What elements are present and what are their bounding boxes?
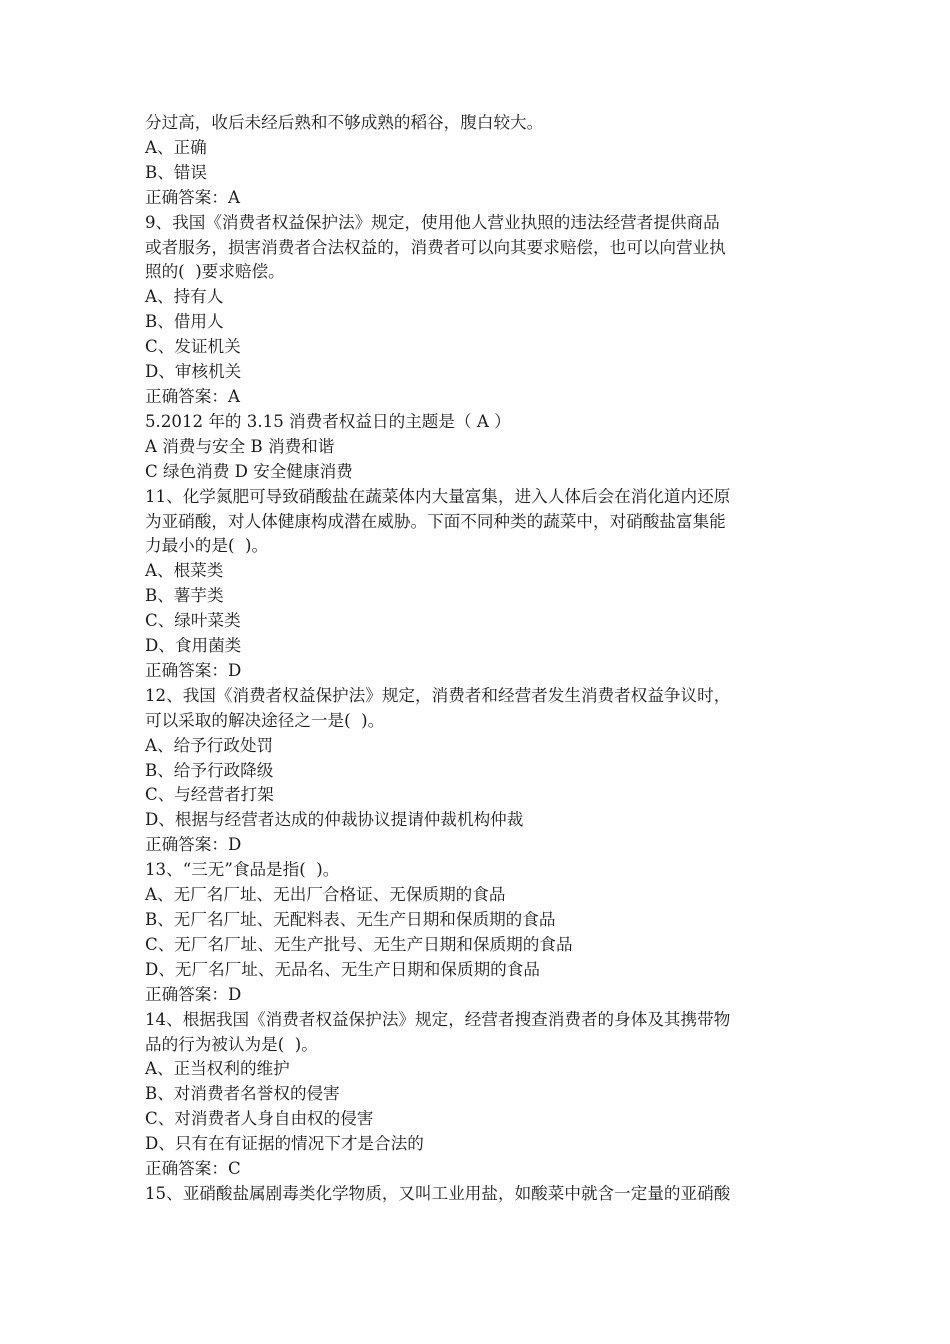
question-line: 或者服务，损害消费者合法权益的，消费者可以向其要求赔偿，也可以向营业执 xyxy=(145,237,726,257)
option-line: A 消费与安全 B 消费和谐 xyxy=(145,436,335,456)
option-line: D、根据与经营者达成的仲裁协议提请仲裁机构仲裁 xyxy=(145,810,524,830)
answer-line: 正确答案：D xyxy=(145,660,242,680)
option-line: C、发证机关 xyxy=(145,337,241,357)
option-line: D、食用菌类 xyxy=(145,636,242,656)
question-line: 5.2012 年的 3.15 消费者权益日的主题是（ A ） xyxy=(145,411,511,431)
option-line: A、正当权利的维护 xyxy=(145,1059,290,1079)
question-line: 可以采取的解决途径之一是( )。 xyxy=(145,710,385,730)
answer-line: 正确答案：A xyxy=(145,187,240,207)
option-line: A、正确 xyxy=(145,137,207,157)
question-line: 14、根据我国《消费者权益保护法》规定，经营者搜查消费者的身体及其携带物 xyxy=(145,1009,731,1029)
question-line: 9、我国《消费者权益保护法》规定，使用他人营业执照的违法经营者提供商品 xyxy=(145,212,720,232)
question-line: 力最小的是( )。 xyxy=(145,536,269,556)
option-line: C、对消费者人身自由权的侵害 xyxy=(145,1109,374,1129)
answer-line: 正确答案：D xyxy=(145,984,242,1004)
option-line: D、无厂名厂址、无品名、无生产日期和保质期的食品 xyxy=(145,959,540,979)
question-line: 12、我国《消费者权益保护法》规定，消费者和经营者发生消费者权益争议时， xyxy=(145,685,731,705)
option-line: D、审核机关 xyxy=(145,362,242,382)
option-line: B、错误 xyxy=(145,162,207,182)
question-line: 品的行为被认为是( )。 xyxy=(145,1034,318,1054)
question-line: 为亚硝酸，对人体健康构成潜在威胁。下面不同种类的蔬菜中，对硝酸盐富集能 xyxy=(145,511,726,531)
option-line: A、根菜类 xyxy=(145,561,224,581)
option-line: B、给予行政降级 xyxy=(145,760,274,780)
option-line: A、无厂名厂址、无出厂合格证、无保质期的食品 xyxy=(145,885,506,905)
answer-line: 正确答案：D xyxy=(145,835,242,855)
text-line: 分过高，收后未经后熟和不够成熟的稻谷，腹白较大。 xyxy=(145,113,544,132)
option-line: C 绿色消费 D 安全健康消费 xyxy=(145,461,353,481)
option-line: A、持有人 xyxy=(145,287,224,307)
option-line: C、绿叶菜类 xyxy=(145,611,241,631)
option-line: D、只有在有证据的情况下才是合法的 xyxy=(145,1134,424,1154)
option-line: A、给予行政处罚 xyxy=(145,735,274,755)
answer-line: 正确答案：C xyxy=(145,1159,241,1179)
option-line: C、无厂名厂址、无生产批号、无生产日期和保质期的食品 xyxy=(145,934,573,954)
option-line: C、与经营者打架 xyxy=(145,785,274,805)
option-line: B、对消费者名誉权的侵害 xyxy=(145,1084,340,1104)
option-line: B、无厂名厂址、无配料表、无生产日期和保质期的食品 xyxy=(145,910,556,929)
option-line: B、借用人 xyxy=(145,312,224,332)
question-line: 照的( )要求赔偿。 xyxy=(145,262,285,282)
question-line: 11、化学氮肥可导致硝酸盐在蔬菜体内大量富集，进入人体后会在消化道内还原 xyxy=(145,486,731,506)
option-line: B、薯芋类 xyxy=(145,586,224,606)
answer-line: 正确答案：A xyxy=(145,386,240,406)
document-body xyxy=(145,111,815,1207)
question-line: 15、亚硝酸盐属剧毒类化学物质，又叫工业用盐，如酸菜中就含一定量的亚硝酸 xyxy=(145,1183,731,1203)
question-line: 13、“三无”食品是指( )。 xyxy=(145,860,340,880)
